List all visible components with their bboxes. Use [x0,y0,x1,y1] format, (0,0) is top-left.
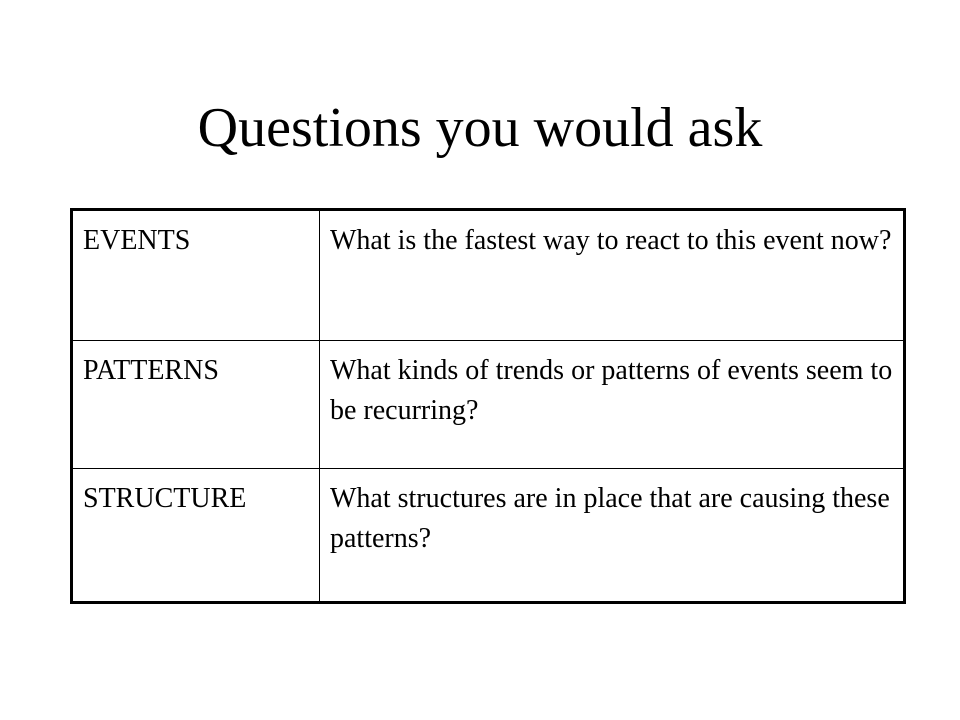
row-label-cell: EVENTS [72,210,320,341]
question-cell: What is the fastest way to react to this event now? [320,210,905,341]
row-label-cell: STRUCTURE [72,469,320,603]
table-row [72,210,905,341]
table-row [72,469,905,603]
questions-table [70,208,906,604]
question-cell: What structures are in place that are causing these patterns? [320,469,905,603]
question-cell: What kinds of trends or patterns of events seem to be recurring? [320,341,905,469]
table-row [72,341,905,469]
slide-title: Questions you would ask [197,97,763,159]
row-label-cell: PATTERNS [72,341,320,469]
